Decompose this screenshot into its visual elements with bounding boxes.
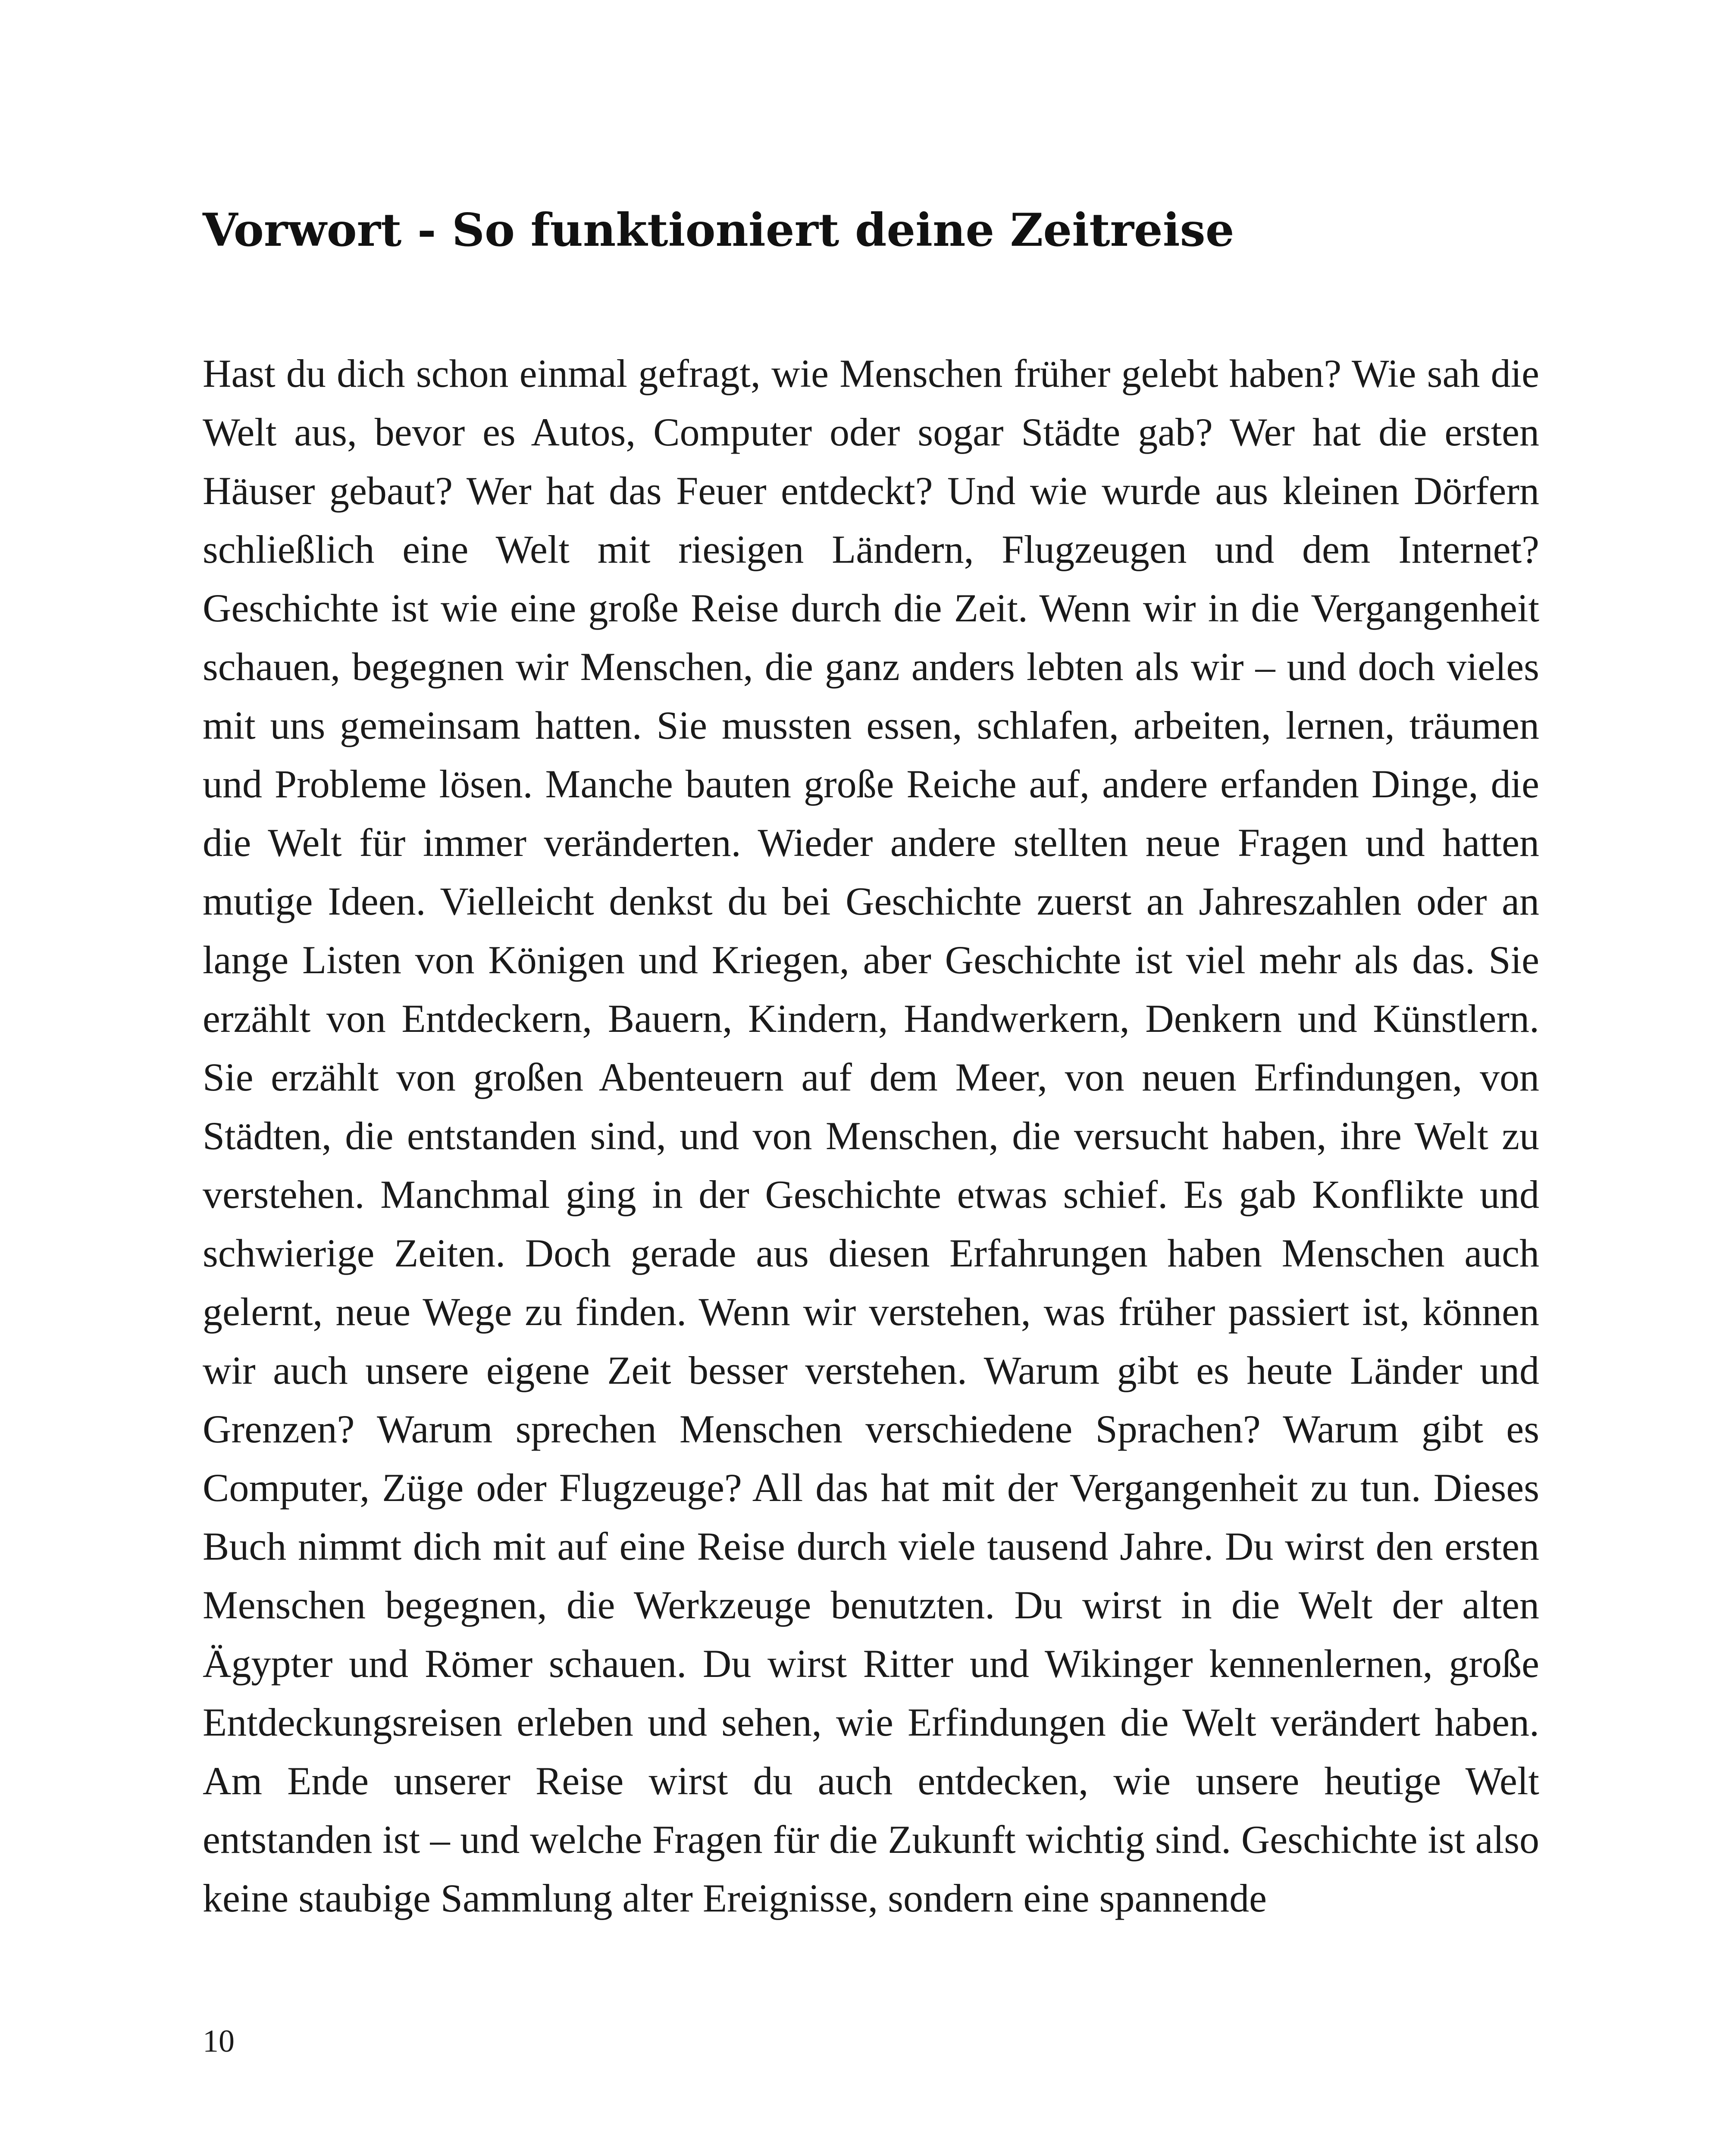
chapter-heading: Vorwort - So funktioniert deine Zeitreise bbox=[203, 203, 1234, 257]
body-paragraph: Hast du dich schon einmal gefragt, wie Menschen früher gelebt haben? Wie sah die Welt aus, bevor es Autos, Computer oder sogar Städte gab? Wer hat die ersten Häuser gebaut? Wer hat das Feuer entdeckt? Und wie wurde aus kleinen Dörfern schließlich eine Welt mit riesigen Ländern, Flugzeugen und dem Internet? Geschichte ist wie eine große Reise durch die Zeit. Wenn wir in die Vergangenheit schauen, begegnen wir Menschen, die ganz anders lebten als wir – und doch vieles mit uns gemeinsam hatten. Sie mussten essen, schlafen, arbeiten, lernen, träumen und Probleme lösen. Manche bauten große Reiche auf, andere erfanden Dinge, die die Welt für immer veränderten. Wieder andere stellten neue Fragen und hatten mutige Ideen. Vielleicht denkst du bei Geschichte zuerst an Jahreszahlen oder an lange Listen von Königen und Kriegen, aber Geschichte ist viel mehr als das. Sie erzählt von Entdeckern, Bauern, Kindern, Handwerkern, Denkern und Künstlern. Sie erzählt von großen Abenteuern auf dem Meer, von neuen Erfindungen, von Städten, die entstanden sind, und von Menschen, die versucht haben, ihre Welt zu verstehen. Manchmal ging in der Geschichte etwas schief. Es gab Konflikte und schwierige Zeiten. Doch gerade aus diesen Erfahrungen haben Menschen auch gelernt, neue Wege zu finden. Wenn wir verstehen, was früher passiert ist, können wir auch unsere eigene Zeit besser verstehen. Warum gibt es heute Länder und Grenzen? Warum sprechen Menschen verschiedene Sprachen? Warum gibt es Computer, Züge oder Flugzeuge? All das hat mit der Vergangenheit zu tun. Dieses Buch nimmt dich mit auf eine Reise durch viele tausend Jahre. Du wirst den ersten Menschen begegnen, die Werkzeuge benutzten. Du wirst in die Welt der alten Ägypter und Römer schauen. Du wirst Ritter und Wikinger kennenlernen, große Entdeckungsreisen erleben und sehen, wie Erfindungen die Welt verändert haben. Am Ende unserer Reise wirst du auch entdecken, wie unsere heutige Welt entstanden ist – und welche Fragen für die Zukunft wichtig sind. Geschichte ist also keine staubige Sammlung alter Ereignisse, sondern eine spannende bbox=[203, 351, 1539, 1920]
page-number: 10 bbox=[203, 2024, 235, 2059]
